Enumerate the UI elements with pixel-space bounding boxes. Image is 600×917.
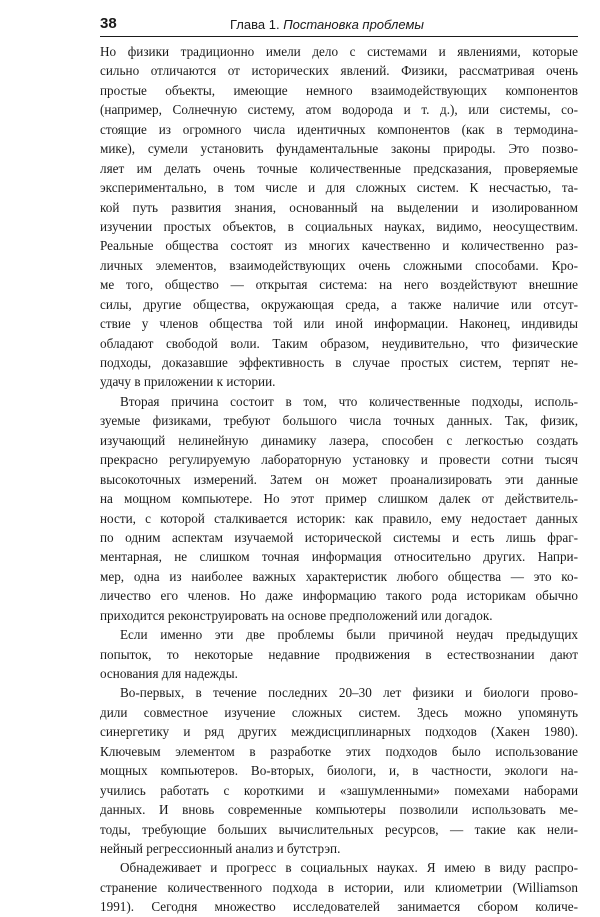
text-line: приходится реконструировать на основе предположений или догадок.: [100, 607, 493, 623]
text-line: нейный регрессионный анализ и бутстрэп.: [100, 840, 341, 856]
chapter-title: Постановка проблемы: [283, 17, 424, 32]
text-line: силы, другие общества, окружающая среда, а также наличие или отсут-: [100, 296, 578, 312]
text-line: 1991). Сегодня множество исследователей занимается сбором количе-: [100, 899, 578, 915]
text-line: учились работать с короткими и «зашумленными» помехами наборами: [100, 782, 578, 798]
paragraph: [100, 392, 578, 625]
text-line: мике), сумели установить фундаментальные законы природы. Это позво-: [100, 141, 578, 157]
text-line: высокоточных измерений. Затем он может проанализировать эти данные: [100, 471, 578, 487]
text-line: обладают свободой воли. Таким образом, неудивительно, что физические: [100, 335, 578, 351]
text-line: зуемые физиками, требуют большого числа точных данных. Так, физик,: [100, 413, 578, 429]
text-line: изучении простых объектов, в социальных науках, видимо, неосуществим.: [100, 218, 578, 234]
text-line: Во-первых, в течение последних 20–30 лет физики и биологи прово-: [120, 685, 578, 701]
text-line: Обнадеживает и прогресс в социальных науках. Я имею в виду распро-: [120, 860, 578, 876]
page-number: 38: [100, 15, 117, 32]
text-line: экспериментально, в том числе и для сложных систем. К несчастью, та-: [100, 180, 578, 196]
text-line: подходы, доказавшие эффективность в случае простых систем, терпят не-: [100, 355, 578, 370]
text-line: простые объекты, имеющие немного взаимодействующих компонентов: [100, 82, 578, 98]
text-line: (например, Солнечную систему, атом водорода и т. д.), или системы, со-: [100, 102, 578, 118]
text-line: ляет им делать очень точные количественные предсказания, проверяемые: [100, 160, 578, 176]
text-line: ности, с которой сталкивается историк: как правило, ему недостает данных: [100, 510, 578, 526]
text-line: удачу в приложении к истории.: [100, 374, 276, 390]
text-line: по одним аспектам изучаемой исторической системы и есть лишь фраг-: [100, 529, 578, 545]
text-line: попыток, то некоторые недавние продвижения в естествознании дают: [100, 646, 578, 662]
chapter-label: Глава 1.: [230, 17, 280, 32]
text-line: изучающий нелинейную динамику лазера, способен с легкостью создать: [100, 432, 578, 448]
running-head: [230, 17, 424, 32]
paragraph: [100, 683, 578, 858]
text-line: данных. И вновь современные компьютеры позволили использовать ме-: [100, 802, 578, 818]
text-line: мер, одна из наиболее важных характеристик любого общества — это ко-: [100, 568, 578, 584]
paragraph: [100, 625, 578, 683]
text-line: странение количественного подхода в истории, или клиометрии (Williamson: [100, 879, 578, 895]
text-line: Но физики традиционно имели дело с системами и явлениями, которые: [100, 44, 578, 59]
text-line: тоды, требующие больших вычислительных ресурсов, — такие как нели-: [100, 821, 578, 837]
text-line: синергетику и ряд других междисциплинарных подходов (Хакен 1980).: [100, 724, 578, 740]
text-line: прекрасно регулируемую лабораторную установку и провести сотни тысяч: [100, 452, 578, 468]
text-line: на мощном компьютере. Но этот пример слишком далек от действитель-: [100, 491, 578, 507]
text-line: личных элементов, взаимодействующих очень сложными способами. Кро-: [100, 257, 578, 273]
text-line: ме того, общество — открытая система: на него воздействуют внешние: [100, 277, 578, 293]
text-line: мощных компьютеров. Во-вторых, биологи, и, в частности, экологи на-: [100, 763, 578, 779]
text-line: сильно отличаются от исторических явлений. Физики, рассматривая очень: [100, 63, 578, 79]
text-line: Реальные общества состоят из многих качественно и количественно раз-: [100, 238, 578, 254]
text-line: Ключевым элементом в разработке этих подходов было использование: [100, 743, 578, 759]
body-text: [100, 42, 578, 917]
paragraph: [100, 858, 578, 916]
running-header: [100, 14, 578, 37]
text-line: основания для надежды.: [100, 666, 238, 681]
text-line: ментарная, не слишком точная информация относительно других. Напри-: [100, 549, 578, 565]
text-line: Вторая причина состоит в том, что количественные подходы, исполь-: [120, 393, 578, 409]
text-line: кой путь развития знания, основанный на выделении и изолированном: [100, 199, 578, 215]
text-line: личество его членов. Но даже информацию такого рода историкам обычно: [100, 588, 578, 604]
text-line: ствие у членов общества той или иной информации. Наконец, индивиды: [100, 316, 578, 332]
text-line: стоящие из огромного числа идентичных компонентов (как в термодина-: [100, 121, 578, 137]
paragraph: [100, 42, 578, 392]
text-line: дили совместное изучение сложных систем. Здесь можно упомянуть: [100, 704, 578, 720]
text-line: Если именно эти две проблемы были причиной неудач предыдущих: [120, 627, 578, 643]
